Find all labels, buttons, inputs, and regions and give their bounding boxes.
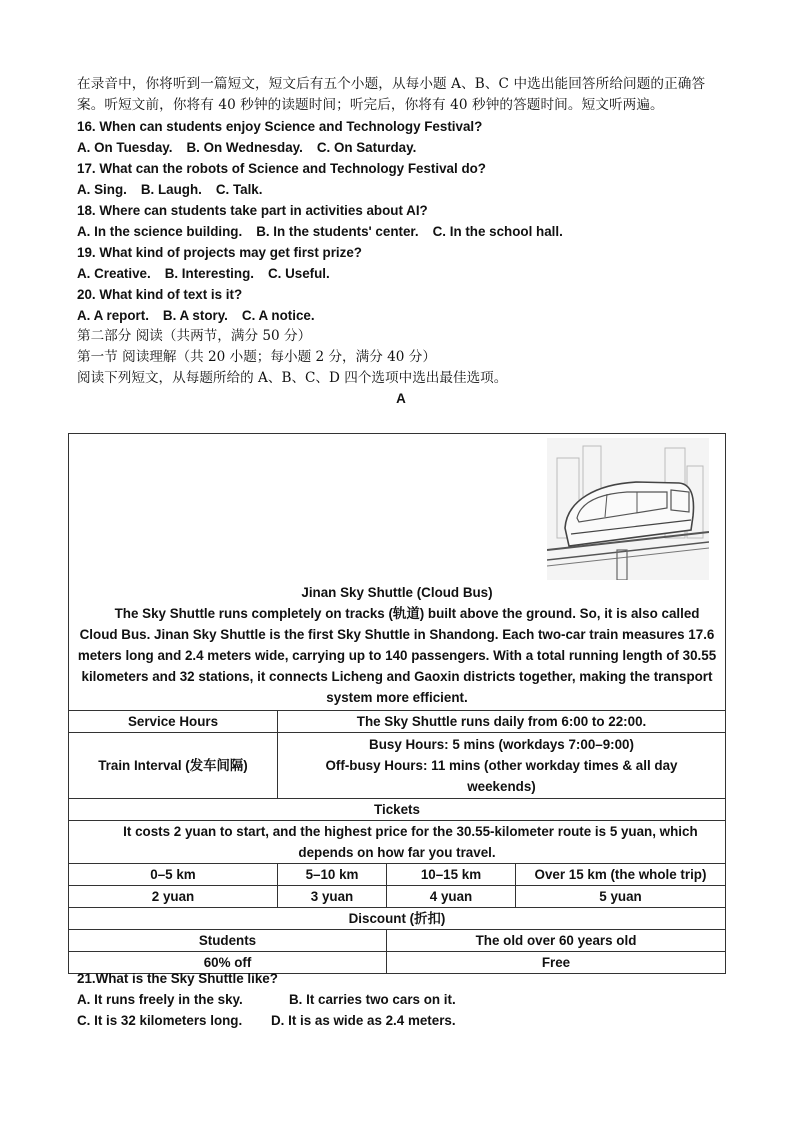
option: C. Useful. bbox=[267, 266, 330, 281]
question-19-options bbox=[77, 263, 725, 284]
part2-title: 第二部分 阅读（共两节，满分 50 分） bbox=[77, 328, 312, 344]
option: A. Creative. bbox=[77, 266, 151, 281]
passage-cell bbox=[69, 434, 726, 711]
question-20: 20. What kind of text is it? bbox=[77, 287, 243, 302]
interval-label: Train Interval (发车间隔) bbox=[69, 733, 278, 799]
question-16: 16. When can students enjoy Science and Technology Festival? bbox=[77, 119, 483, 134]
question-21 bbox=[77, 968, 725, 1031]
price-cell: 4 yuan bbox=[387, 886, 516, 908]
discount-value: Free bbox=[387, 952, 726, 974]
option: D. It is as wide as 2.4 meters. bbox=[271, 1013, 456, 1028]
option: A. On Tuesday. bbox=[77, 140, 173, 155]
sky-shuttle-table bbox=[68, 433, 726, 974]
option: B. In the students' center. bbox=[256, 224, 419, 239]
price-cell: 5 yuan bbox=[516, 886, 726, 908]
passage-body: The Sky Shuttle runs completely on tracks (轨道) built above the ground. So, it is also called Cloud Bus. Jinan Sky Shuttle is the first Sky Shuttle in Shandong. Each two-car train measures 17.6 meters long and 2.4 meters wide, carrying up to 140 passengers. With a total running length of 30.55 kilometers and 32 stations, it connects Licheng and Gaoxin districts together, making the transport system more efficient. bbox=[77, 606, 717, 705]
discount-group: The old over 60 years old bbox=[387, 930, 726, 952]
discount-value: 60% off bbox=[69, 952, 387, 974]
image-area bbox=[77, 434, 717, 582]
price-cell: 3 yuan bbox=[278, 886, 387, 908]
option: C. In the school hall. bbox=[432, 224, 563, 239]
question-18: 18. Where can students take part in activities about AI? bbox=[77, 203, 428, 218]
option: B. A story. bbox=[162, 308, 228, 323]
option: A. Sing. bbox=[77, 182, 127, 197]
listening-section bbox=[77, 74, 725, 409]
question-21-options-row2 bbox=[77, 1010, 725, 1031]
question-18-options bbox=[77, 221, 725, 242]
distance-cell: 10–15 km bbox=[387, 864, 516, 886]
question-17: 17. What can the robots of Science and Technology Festival do? bbox=[77, 161, 486, 176]
question-20-options bbox=[77, 305, 725, 326]
discount-group: Students bbox=[69, 930, 387, 952]
tickets-label: Tickets bbox=[69, 799, 726, 821]
distance-cell: 5–10 km bbox=[278, 864, 387, 886]
passage-title: Jinan Sky Shuttle (Cloud Bus) bbox=[301, 585, 493, 600]
section1-title: 第一节 阅读理解（共 20 小题；每小题 2 分，满分 40 分） bbox=[77, 349, 436, 365]
reading-instructions: 阅读下列短文，从每题所给的 A、B、C、D 四个选项中选出最佳选项。 bbox=[77, 370, 508, 386]
option: B. Laugh. bbox=[140, 182, 202, 197]
service-hours-value: The Sky Shuttle runs daily from 6:00 to 22:00. bbox=[278, 711, 726, 733]
option: A. A report. bbox=[77, 308, 149, 323]
discount-label: Discount (折扣) bbox=[69, 908, 726, 930]
option: A. It runs freely in the sky. bbox=[77, 992, 243, 1007]
option: B. It carries two cars on it. bbox=[289, 992, 456, 1007]
question-19: 19. What kind of projects may get first prize? bbox=[77, 245, 362, 260]
question-21-text: 21.What is the Sky Shuttle like? bbox=[77, 971, 278, 986]
passage-letter: A bbox=[396, 391, 406, 406]
price-cell: 2 yuan bbox=[69, 886, 278, 908]
question-21-options-row1 bbox=[77, 989, 725, 1010]
distance-cell: 0–5 km bbox=[69, 864, 278, 886]
question-16-options bbox=[77, 137, 725, 158]
option: C. On Saturday. bbox=[316, 140, 417, 155]
tickets-desc: It costs 2 yuan to start, and the highest price for the 30.55-kilometer route is 5 yuan, which depends on how far you travel. bbox=[69, 821, 726, 864]
option: B. Interesting. bbox=[164, 266, 254, 281]
interval-busy: Busy Hours: 5 mins (workdays 7:00–9:00) bbox=[369, 737, 634, 752]
interval-off: Off-busy Hours: 11 mins (other workday times & all day weekends) bbox=[325, 758, 678, 794]
service-hours-label: Service Hours bbox=[69, 711, 278, 733]
interval-value bbox=[278, 733, 726, 799]
option: C. Talk. bbox=[215, 182, 263, 197]
option: B. On Wednesday. bbox=[186, 140, 303, 155]
distance-cell: Over 15 km (the whole trip) bbox=[516, 864, 726, 886]
listening-instructions: 在录音中，你将听到一篇短文，短文后有五个小题，从每小题 A、B、C 中选出能回答所给问题的正确答案。听短文前，你将有 40 秒钟的读题时间；听完后，你将有 40 秒钟的答题时间。短文听两遍。 bbox=[77, 76, 706, 113]
option: C. A notice. bbox=[241, 308, 315, 323]
sky-shuttle-train-image bbox=[547, 438, 709, 580]
question-17-options bbox=[77, 179, 725, 200]
option: A. In the science building. bbox=[77, 224, 243, 239]
option: C. It is 32 kilometers long. bbox=[77, 1013, 243, 1028]
